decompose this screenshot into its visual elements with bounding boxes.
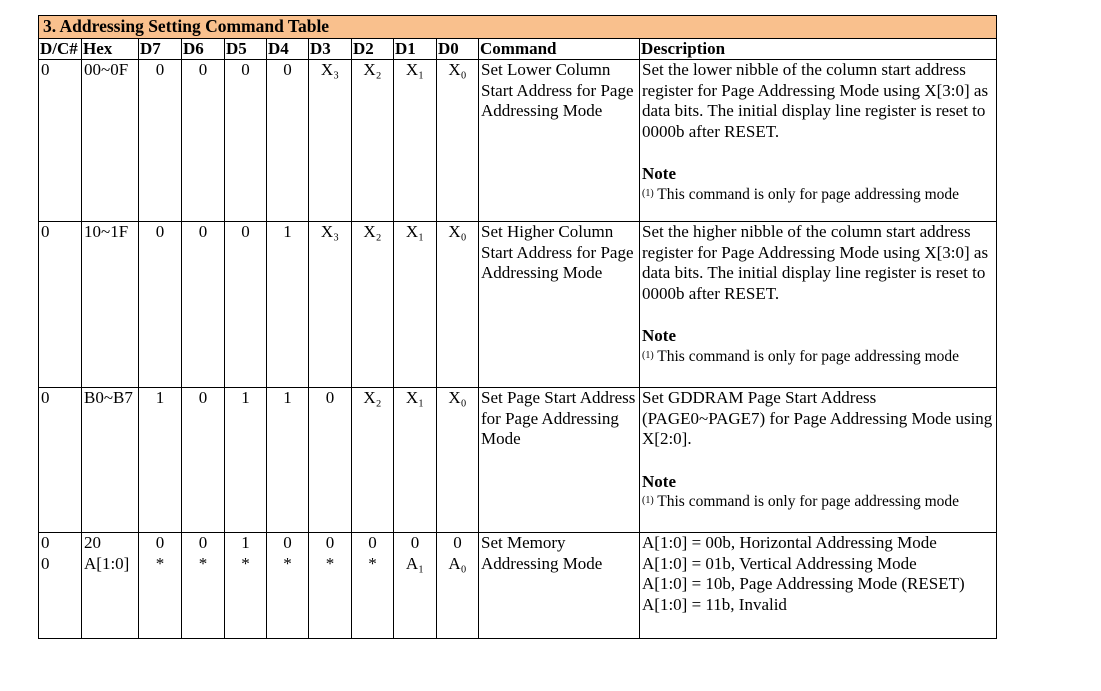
header-d1: D1 xyxy=(394,39,437,60)
table-row xyxy=(39,388,997,533)
bit-d1: X₁ xyxy=(394,388,437,533)
header-description: Description xyxy=(640,39,997,60)
bit-d6 xyxy=(182,533,225,639)
description-line: A[1:0] = 10b, Page Addressing Mode (RESET) xyxy=(642,574,965,594)
note-text xyxy=(642,347,996,366)
hex-value: A[1:0] xyxy=(84,553,130,573)
bit-d1: X₁ xyxy=(394,222,437,388)
table-row xyxy=(39,60,997,222)
bit-d7: 1 xyxy=(139,388,182,533)
dc-cell: 0 xyxy=(39,388,82,533)
addressing-command-table xyxy=(38,15,997,639)
bit-d4: 1 xyxy=(267,388,309,533)
bit-d1: X₁ xyxy=(394,60,437,222)
bit-value: * xyxy=(325,553,335,573)
table-header-row xyxy=(39,39,997,60)
header-hex: Hex xyxy=(82,39,139,60)
description-text: Set the higher nibble of the column start address register for Page Addressing Mode using X[3:0] as data bits. The initial display line register is reset to 0000b after RESET. xyxy=(642,222,989,303)
hex-cell: 10~1F xyxy=(82,222,139,388)
header-d2: D2 xyxy=(352,39,394,60)
header-dc: D/C# xyxy=(39,39,82,60)
bit-d2: X₂ xyxy=(352,388,394,533)
header-d3: D3 xyxy=(309,39,352,60)
hex-cell xyxy=(82,533,139,639)
table-row xyxy=(39,533,997,639)
note-body: This command is only for page addressing mode xyxy=(653,493,960,511)
bit-value: 0 xyxy=(155,533,165,552)
bit-value: 0 xyxy=(325,533,335,552)
dc-cell: 0 xyxy=(39,60,82,222)
command-cell: Set Page Start Address for Page Addressing Mode xyxy=(479,388,640,533)
hex-value: 20 xyxy=(84,533,101,552)
header-d7: D7 xyxy=(139,39,182,60)
description-cell xyxy=(640,388,997,533)
bit-value: 1 xyxy=(241,533,250,552)
bit-d6: 0 xyxy=(182,222,225,388)
bit-d3: 0 xyxy=(309,388,352,533)
bit-d0: X₀ xyxy=(437,60,479,222)
bit-value: 0 xyxy=(368,533,377,552)
description-text: Set the lower nibble of the column start address register for Page Addressing Mode using X[3:0] as data bits. The initial display line register is reset to 0000b after RESET. xyxy=(642,60,989,141)
description-cell xyxy=(640,60,997,222)
bit-d3 xyxy=(309,533,352,639)
bit-value: 0 xyxy=(453,533,462,552)
bit-value: A₀ xyxy=(448,553,467,573)
bit-d2 xyxy=(352,533,394,639)
bit-d5: 1 xyxy=(225,388,267,533)
dc-value: 0 xyxy=(41,533,50,552)
table-title-row xyxy=(39,16,997,39)
bit-value: * xyxy=(198,553,208,573)
bit-d7: 0 xyxy=(139,60,182,222)
bit-d0 xyxy=(437,533,479,639)
bit-value: * xyxy=(155,553,165,573)
header-d0: D0 xyxy=(437,39,479,60)
bit-d1 xyxy=(394,533,437,639)
bit-value: * xyxy=(283,553,292,573)
description-cell xyxy=(640,222,997,388)
note-text xyxy=(642,492,996,511)
description-line: A[1:0] = 01b, Vertical Addressing Mode xyxy=(642,553,917,573)
bit-d3: X₃ xyxy=(309,222,352,388)
bit-d5: 0 xyxy=(225,222,267,388)
bit-d2: X₂ xyxy=(352,60,394,222)
note-text xyxy=(642,185,996,204)
bit-d4: 0 xyxy=(267,60,309,222)
bit-value: 0 xyxy=(410,533,420,552)
command-table-section xyxy=(38,15,997,639)
bit-d2: X₂ xyxy=(352,222,394,388)
note-label: Note xyxy=(642,164,676,184)
bit-d3: X₃ xyxy=(309,60,352,222)
header-d4: D4 xyxy=(267,39,309,60)
table-row xyxy=(39,222,997,388)
bit-d6: 0 xyxy=(182,60,225,222)
command-cell: Set Lower Column Start Address for Page Addressing Mode xyxy=(479,60,640,222)
header-command: Command xyxy=(479,39,640,60)
bit-value: A₁ xyxy=(405,553,425,573)
description-cell xyxy=(640,533,997,639)
note-marker: (1) xyxy=(642,349,654,361)
bit-value: 0 xyxy=(283,533,292,552)
hex-cell: B0~B7 xyxy=(82,388,139,533)
dc-cell xyxy=(39,533,82,639)
description-text: Set GDDRAM Page Start Address (PAGE0~PAGE7) for Page Addressing Mode using X[2:0]. xyxy=(642,388,993,449)
bit-value: * xyxy=(241,553,250,573)
note-marker: (1) xyxy=(642,187,654,199)
command-cell: Set Higher Column Start Address for Page Addressing Mode xyxy=(479,222,640,388)
bit-d0: X₀ xyxy=(437,388,479,533)
dc-value: 0 xyxy=(41,553,50,573)
description-line: A[1:0] = 00b, Horizontal Addressing Mode xyxy=(642,533,937,552)
bit-d4 xyxy=(267,533,309,639)
bit-d7 xyxy=(139,533,182,639)
table-title: 3. Addressing Setting Command Table xyxy=(39,16,997,39)
bit-d5: 0 xyxy=(225,60,267,222)
bit-d7: 0 xyxy=(139,222,182,388)
bit-d6: 0 xyxy=(182,388,225,533)
command-cell: Set Memory Addressing Mode xyxy=(479,533,640,639)
note-body: This command is only for page addressing mode xyxy=(653,185,960,203)
hex-cell: 00~0F xyxy=(82,60,139,222)
bit-value: * xyxy=(368,553,377,573)
bit-d5 xyxy=(225,533,267,639)
bit-d4: 1 xyxy=(267,222,309,388)
note-label: Note xyxy=(642,471,676,491)
header-d6: D6 xyxy=(182,39,225,60)
note-marker: (1) xyxy=(642,495,654,507)
note-body: This command is only for page addressing mode xyxy=(653,347,960,365)
bit-value: 0 xyxy=(198,533,208,552)
header-d5: D5 xyxy=(225,39,267,60)
description-line: A[1:0] = 11b, Invalid xyxy=(642,594,787,614)
note-label: Note xyxy=(642,326,676,346)
dc-cell: 0 xyxy=(39,222,82,388)
bit-d0: X₀ xyxy=(437,222,479,388)
